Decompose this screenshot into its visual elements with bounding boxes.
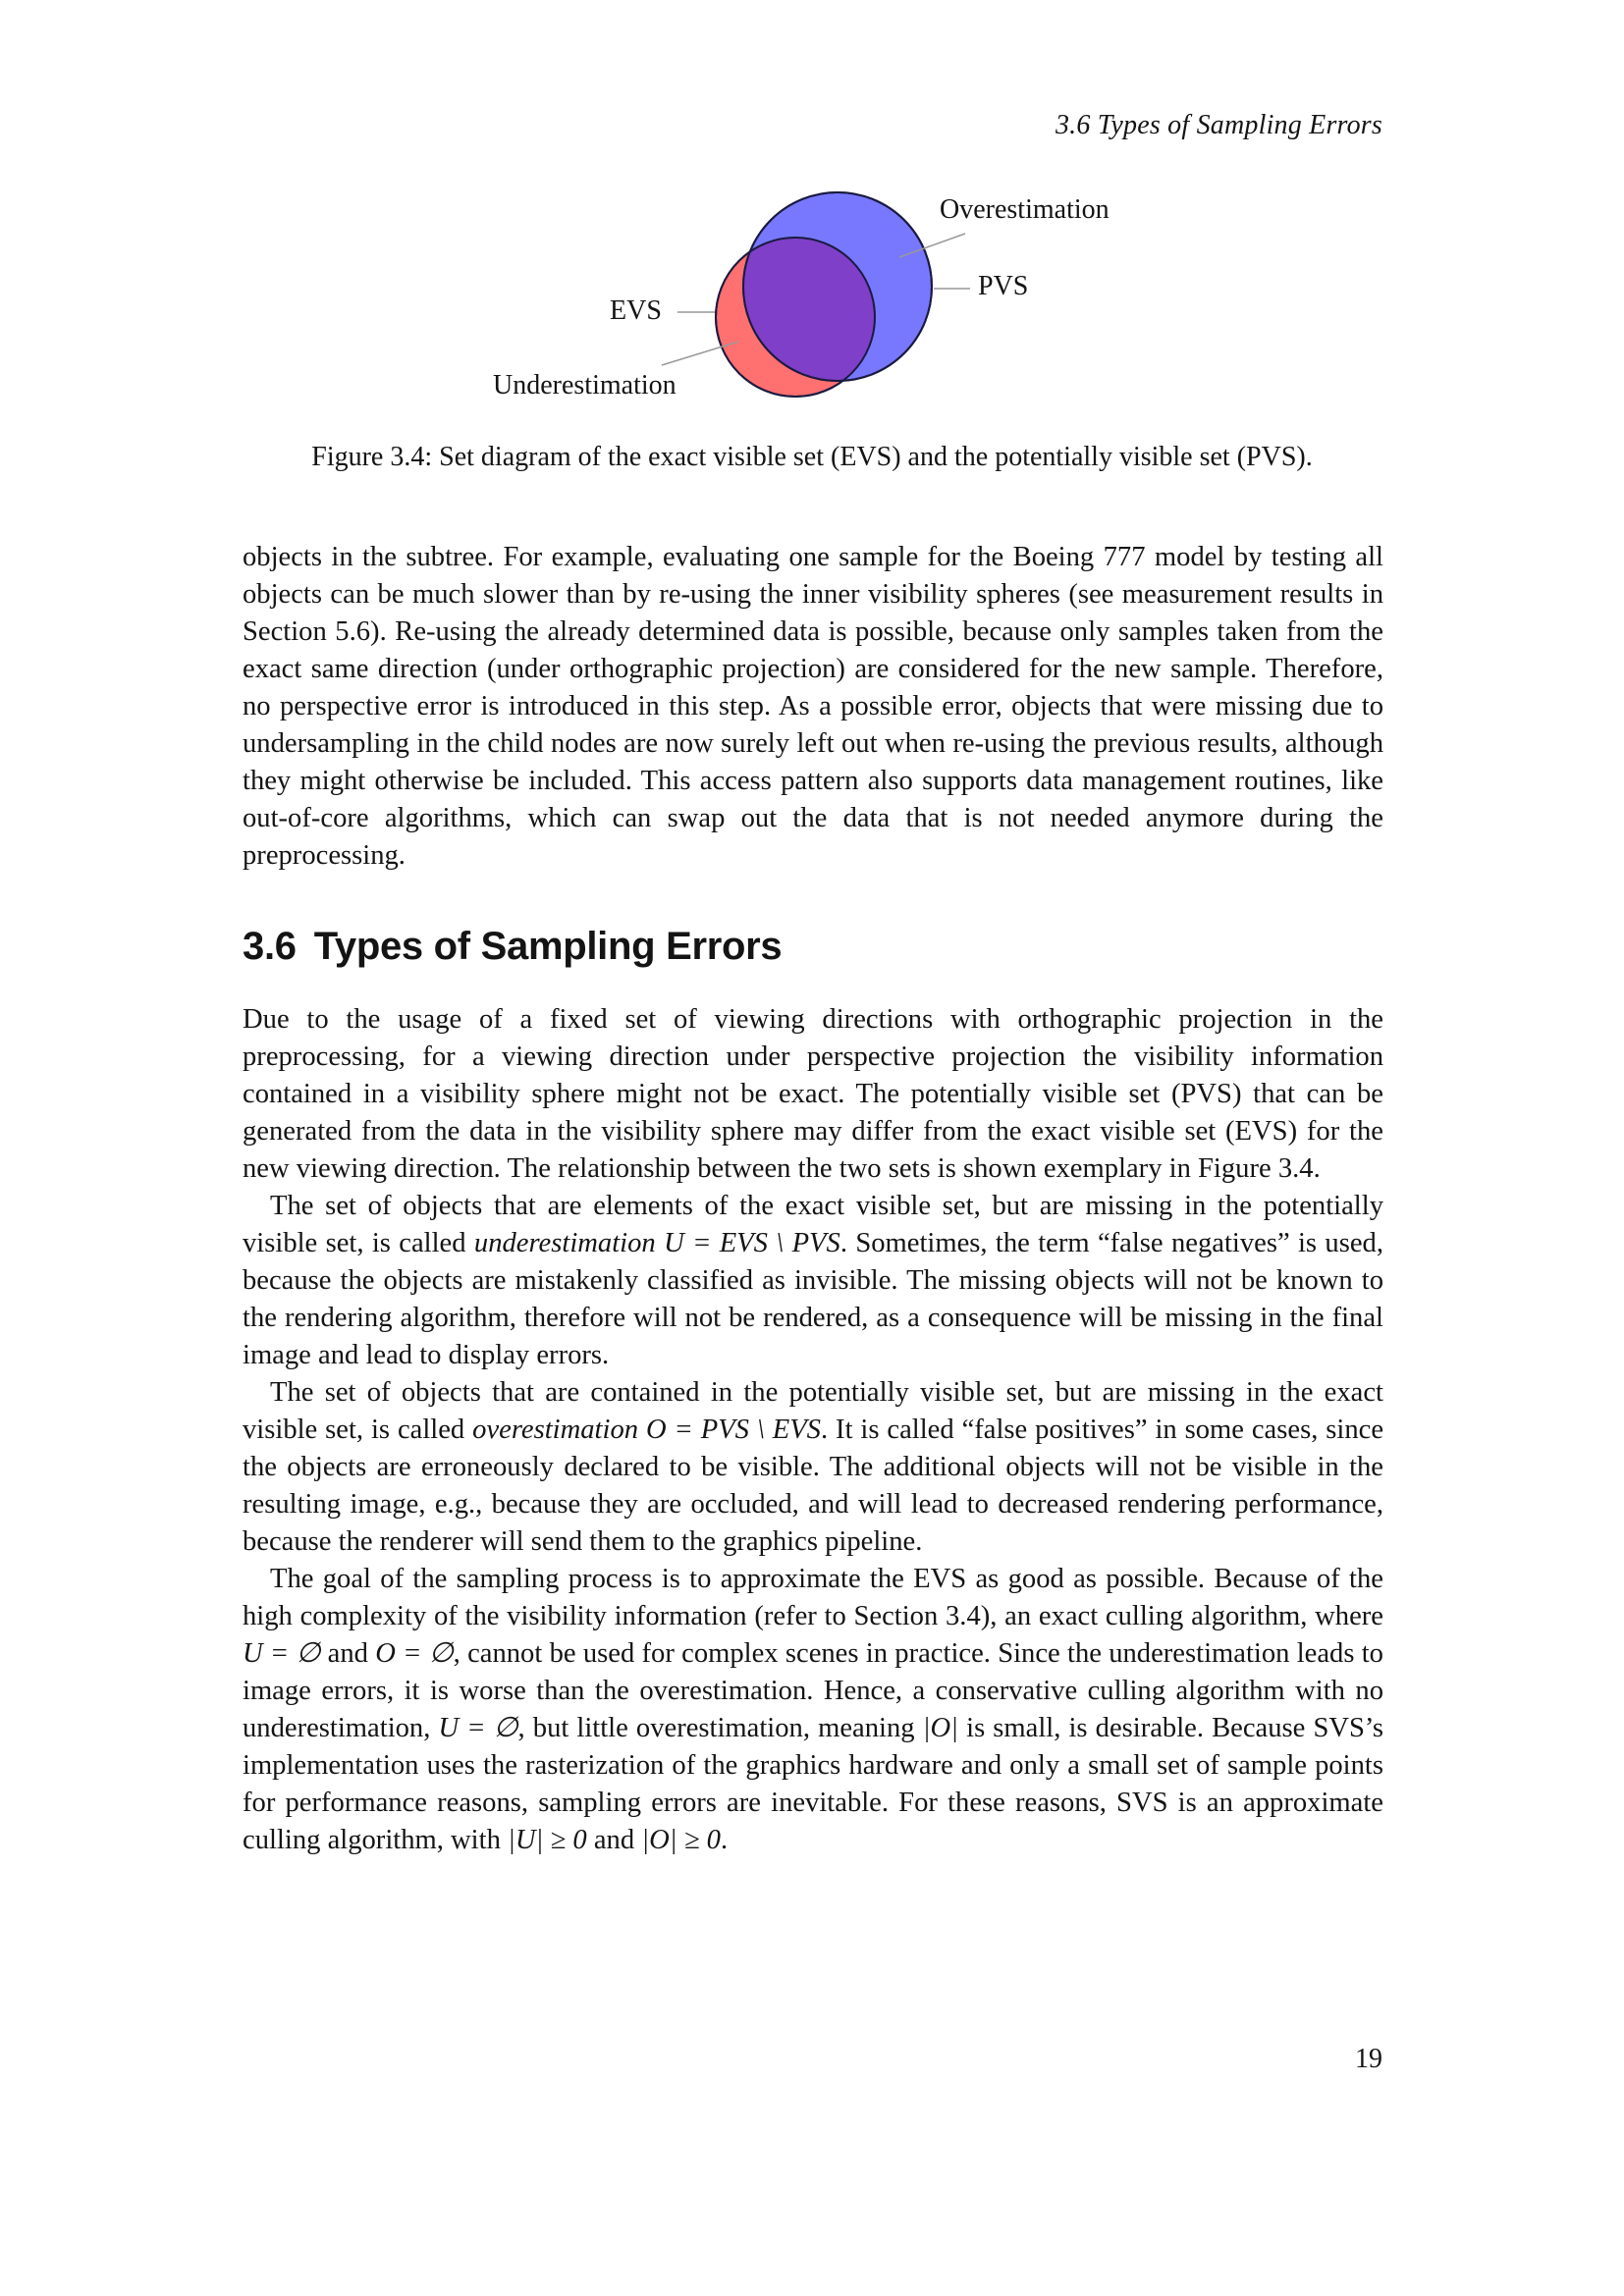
paragraph-1: Due to the usage of a fixed set of viewing directions with orthographic projection in the preprocessing, for a viewing direction under perspective projection the visibility information contained in a visibility sphere might not be exact. The potentially visible set (PVS) that can be generated from the data in the visibility sphere may differ from the exact visible set (EVS) for the new viewing direction. The relationship between the two sets is shown exemplary in Figure 3.4. (243, 1004, 1383, 1184)
p4-text-c: , cannot be used for complex scenes in practice. Since the underestimation leads to image errors, it is worse than the overestimation. Hence, a conservative culling algorithm with no underestimation, (243, 1638, 1383, 1743)
page-number: 19 (1355, 2044, 1382, 2074)
paragraph-4 (243, 1561, 1383, 1859)
p4-text-a: The goal of the sampling process is to approximate the EVS as good as possible. Because of the high complexity of the visibility information (refer to Section 3.4), an exact culling algorithm, where (243, 1564, 1383, 1631)
section-number: 3.6 (243, 925, 297, 968)
formula-underestimation: U = EVS \ PVS (664, 1228, 840, 1258)
intro-paragraph: objects in the subtree. For example, evaluating one sample for the Boeing 777 model by testing all objects can be much slower than by re-using the inner visibility spheres (see measurement results in Section 5.6). Re-using the already determined data is possible, because only samples taken from the exact same direction (under orthographic projection) are considered for the new sample. Therefore, no perspective error is introduced in this step. As a possible error, objects that were missing due to undersampling in the child nodes are now surely left out when re-using the previous results, although they might otherwise be included. This access pattern also supports data management routines, like out-of-core algorithms, which can swap out the data that is not needed anymore during the preprocessing. (243, 542, 1383, 871)
formula-abs-u-geq: |U| ≥ 0 (508, 1825, 587, 1855)
section-heading (243, 925, 782, 969)
p4-text-g: . (720, 1825, 729, 1855)
p4-text-d: , but little overestimation, meaning (517, 1713, 923, 1743)
p2-text-b: . Sometimes, the term “false negatives” is used, because the objects are mistakenly classified as invisible. The missing objects will not be known to the rendering algorithm, therefore will not be rendered, as a consequence will be missing in the final image and lead to display errors. (243, 1228, 1383, 1370)
formula-abs-o-geq: |O| ≥ 0 (641, 1825, 721, 1855)
intro-paragraph-block (243, 539, 1383, 875)
p4-text-e: is small, is desirable. Because SVS’s implementation uses the rasterization of the graphics hardware and only a small set of sample points for performance reasons, sampling errors are inevitable. For these reasons, SVS is an approximate culling algorithm, with (243, 1713, 1383, 1855)
set-diagram-svg (0, 0, 1624, 422)
set-diagram-figure (0, 0, 1624, 422)
running-header: 3.6 Types of Sampling Errors (1055, 110, 1382, 140)
paragraph-2 (243, 1188, 1383, 1374)
figure-caption: Figure 3.4: Set diagram of the exact visible set (EVS) and the potentially visible set (PVS). (311, 442, 1313, 472)
formula-u-empty-2: U = ∅ (438, 1713, 518, 1743)
term-underestimation: underestimation (473, 1228, 656, 1258)
section-title: Types of Sampling Errors (313, 925, 783, 968)
formula-abs-o: |O| (922, 1713, 959, 1743)
pvs-label: PVS (978, 271, 1029, 301)
evs-label: EVS (610, 295, 662, 326)
p3-text-b: . It is called “false positives” in some cases, since the objects are erroneously declared to be visible. The additional objects will not be visible in the resulting image, e.g., because they are occluded, and will lead to decreased rendering performance, because the renderer will send them to the graphics pipeline. (243, 1415, 1384, 1557)
overestimation-label: Overestimation (940, 194, 1110, 225)
p4-text-b: and (320, 1638, 376, 1669)
p2-text-a: The set of objects that are elements of the exact visible set, but are missing in the potentially visible set, is called (243, 1191, 1383, 1258)
p4-text-f: and (586, 1825, 642, 1855)
underestimation-label: Underestimation (493, 370, 677, 400)
term-overestimation: overestimation (472, 1415, 639, 1445)
section-body (243, 1001, 1383, 1859)
formula-o-empty: O = ∅ (375, 1638, 454, 1669)
p3-text-a: The set of objects that are contained in the potentially visible set, but are missing in the exact visible set, is called (243, 1377, 1383, 1445)
formula-overestimation: O = PVS \ EVS (645, 1415, 821, 1445)
formula-u-empty: U = ∅ (243, 1638, 321, 1669)
paragraph-3 (243, 1374, 1383, 1561)
